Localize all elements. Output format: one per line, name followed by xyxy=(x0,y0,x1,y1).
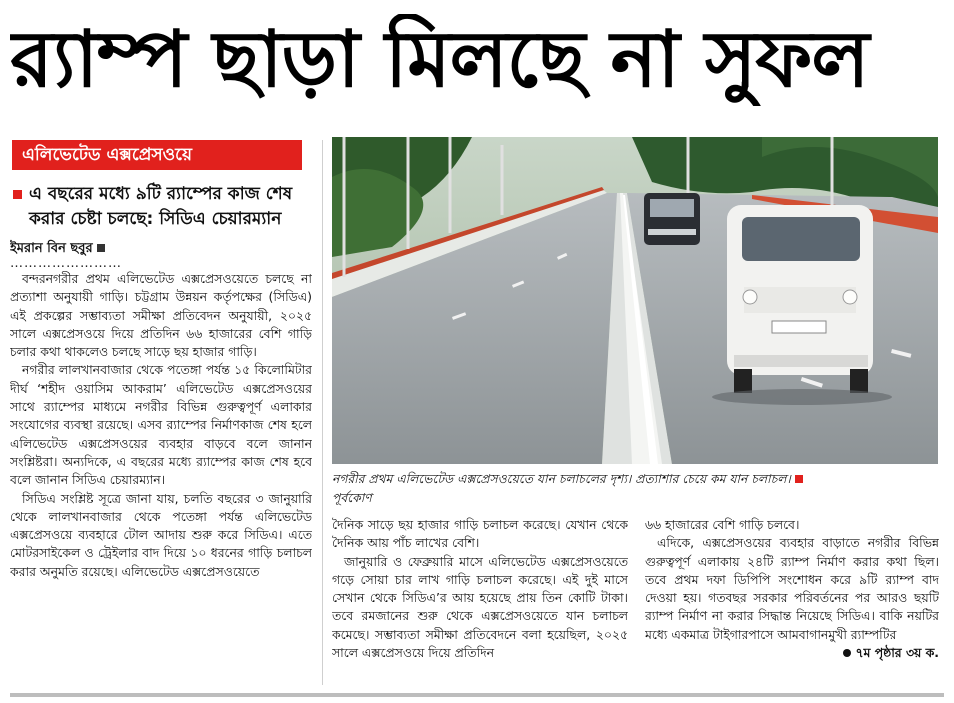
continuation-note xyxy=(645,644,939,662)
right-column xyxy=(645,516,939,686)
square-bullet-icon xyxy=(97,244,105,252)
subheadline: এ বছরের মধ্যে ৯টি র‍্যাম্পের কাজ শেষ করার চেষ্টা চলছে: সিডিএ চেয়ারম্যান xyxy=(29,184,293,229)
bottom-rule xyxy=(10,693,944,697)
left-article-body xyxy=(10,270,312,581)
left-column xyxy=(10,140,312,685)
photo-credit: পূর্বকোণ xyxy=(332,491,372,505)
paragraph: ৬৬ হাজারের বেশি গাড়ি চলবে। xyxy=(645,517,800,532)
photo-caption-block xyxy=(332,470,938,508)
white-microbus xyxy=(727,205,873,393)
subheadline-block xyxy=(10,182,312,232)
bullet-dot-icon xyxy=(843,649,851,657)
red-square-bullet-icon xyxy=(795,475,803,483)
news-photo xyxy=(332,137,938,464)
paragraph: এদিকে, এক্সপ্রেসওয়ের ব্যবহার বাড়াতে নগরীর বিভিন্ন গুরুত্বপূর্ণ এলাকায় ২৪টি র‍্যাম্প নির্মাণ করার কথা ছিল। তবে প্রথম দফা ডিপিপি সংশোধন করে ৯টি র‍্যাম্প বাদ দেওয়া হয়। গতবছর সরকার পরিবর্তনের পর আরও ছয়টি র‍্যাম্প নির্মাণ না করার সিদ্ধান্ত নিয়েছে সিডিএ। বাকি নয়টির মধ্যে একমাত্র টাইগারপাসে আমবাগানমুখী র‍্যাম্পটির xyxy=(645,535,939,642)
middle-article-body xyxy=(332,516,628,662)
paragraph: বন্দরনগরীর প্রথম এলিভেটেড এক্সপ্রেসওয়েতে চলছে না প্রত্যাশা অনুযায়ী গাড়ি। চট্টগ্রাম উন্নয়ন কর্তৃপক্ষের (সিডিএ) এই প্রকল্পের সম্ভাব্যতা সমীক্ষা প্রতিবেদন অনুযায়ী, ২০২৫ সালে এক্সপ্রেসওয়ে দিয়ে প্রতিদিন ৬৬ হাজারের বেশি গাড়ি চলার কথা থাকলেও চলছে সাড়ে ছয় হাজার গাড়ি। xyxy=(10,271,312,360)
right-article-body xyxy=(645,516,939,644)
headline: র‍্যাম্প ছাড়া মিলছে না সুফল xyxy=(10,15,869,105)
section-tag: এলিভেটেড এক্সপ্রেসওয়ে xyxy=(12,140,302,170)
paragraph: নগরীর লালখানবাজার থেকে পতেঙ্গা পর্যন্ত ১৫ কিলোমিটার দীর্ঘ ‘শহীদ ওয়াসিম আকরাম’ এলিভেটেড এক্সপ্রেসওয়ের সাথে র‍্যাম্পের মাধ্যমে নগরীর বিভিন্ন গুরুত্বপূর্ণ এলাকার সংযোগের ব্যবস্থা রয়েছে। এসব র‍্যাম্পের নির্মাণকাজ শেষ হলে এলিভেটেড এক্সপ্রেসওয়ের ব্যবহার বাড়বে বলে জানান সংশ্লিষ্টরা। অন্যদিকে, এ বছরের মধ্যে র‍্যাম্পের কাজ শেষ হবে বলে জানান সিডিএ চেয়ারম্যান। xyxy=(10,362,312,488)
byline: ইমরান বিন ছবুর xyxy=(10,241,93,256)
photo-caption: নগরীর প্রথম এলিভেটেড এক্সপ্রেসওয়েতে যান চলাচলের দৃশ্য। প্রত্যাশার চেয়ে কম যান চলাচল। xyxy=(332,472,791,486)
dotted-separator: …………………… xyxy=(10,256,122,271)
expressway-photo xyxy=(332,137,938,464)
column-divider xyxy=(322,140,323,685)
dark-van xyxy=(644,193,700,245)
paragraph: জানুয়ারি ও ফেব্রুয়ারি মাসে এলিভেটেড এক্সপ্রেসওয়েতে গড়ে সোয়া চার লাখ গাড়ি চলাচল করেছে। এই দুই মাসে সেখান থেকে সিডিএ’র আয় হয়েছে প্রায় তিন কোটি টাকা। তবে রমজানের শুরু থেকে এক্সপ্রেসওয়েতে যান চলাচল কমেছে। সম্ভাব্যতা সমীক্ষা প্রতিবেদনে বলা হয়েছিল, ২০২৫ সালে এক্সপ্রেসওয়ে দিয়ে প্রতিদিন xyxy=(332,553,628,661)
red-square-bullet-icon xyxy=(13,190,22,199)
paragraph: দৈনিক সাড়ে ছয় হাজার গাড়ি চলাচল করেছে। যেখান থেকে দৈনিক আয় পাঁচ লাখের বেশি। xyxy=(332,517,628,551)
jump-text: ৭ম পৃষ্ঠার ৩য় ক. xyxy=(855,645,939,661)
paragraph: সিডিএ সংশ্লিষ্ট সূত্রে জানা যায়, চলতি বছরের ৩ জানুয়ারি থেকে লালখানবাজার থেকে পতেঙ্গা পর্যন্ত এলিভেটেড এক্সপ্রেসওয়ে ব্যবহারে টোল আদায় শুরু করে সিডিএ। এতে মোটরসাইকেল ও ট্রেইলার বাদ দিয়ে ১০ ধরনের গাড়ি চলাচল করার অনুমতি রয়েছে। এলিভেটেড এক্সপ্রেসওয়েতে xyxy=(10,490,312,579)
middle-column xyxy=(332,516,628,686)
